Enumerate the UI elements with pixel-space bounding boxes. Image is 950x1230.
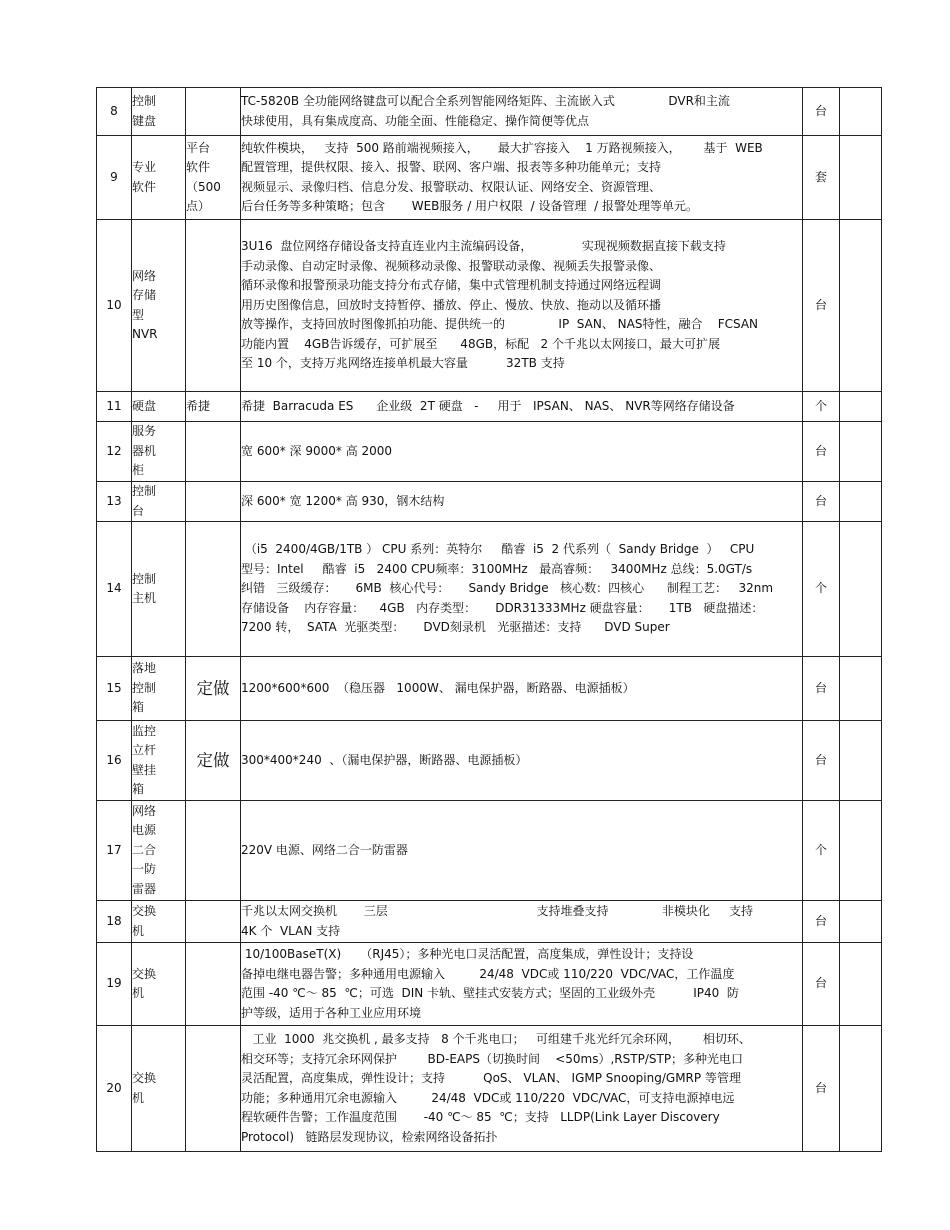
row-number: 15 [97,657,132,721]
item-name-line: 控制 [132,94,157,108]
empty-cell [840,1026,882,1152]
item-name-line: 控制 [132,484,157,498]
unit-cell: 台 [803,422,840,482]
brand-cell [186,657,241,721]
item-name-line: 雷器 [132,881,157,896]
desc-line: 10/100BaseT(X) （RJ45）；多种光电口灵活配置，高度集成，弹性设计；支持设 [241,947,694,961]
desc-line: 1200*600*600 （稳压器 1000W、 漏电保护器，断路器、电源插板） [241,680,635,695]
desc-line: 程软硬件告警；工作温度范围 -40 ℃～ 85 ℃；支持 LLDP(Link Layer Discovery [241,1110,720,1124]
brand-line: 希捷 [186,398,211,413]
table-row [97,88,882,136]
table-row [97,136,882,220]
row-number: 8 [97,88,132,136]
row-number: 11 [97,392,132,422]
row-number: 16 [97,721,132,801]
item-name-line: 网络 [132,803,157,818]
item-name-line: 箱 [132,700,145,715]
empty-cell [840,657,882,721]
spec-description [241,422,803,482]
desc-line: 放等操作，支持回放时图像抓拍功能、提供统一的 IP SAN、 NAS特性，融合 FCSAN [241,317,759,332]
desc-line: 220V 电源、网络二合一防雷器 [241,842,408,857]
unit-cell: 台 [803,1026,840,1152]
desc-line: 备掉电继电器告警；多种通用电源输入 24/48 VDC或 110/220 VDC/VAC，工作温度 [241,966,735,981]
desc-line: 4K 个 VLAN 支持 [241,923,341,938]
item-name [132,136,186,220]
desc-line: 快球使用，具有集成度高、功能全面、性能稳定、操作简便等优点 [241,113,590,128]
brand-line: 定做 [196,750,230,770]
brand-cell [186,1026,241,1152]
unit-cell: 台 [803,482,840,522]
table-row [97,943,882,1026]
empty-cell [840,943,882,1026]
row-number: 18 [97,901,132,943]
unit-cell: 台 [803,721,840,801]
brand-cell [186,943,241,1026]
item-name [132,482,186,522]
table-row [97,522,882,657]
item-name-line: 箱 [132,782,145,796]
item-name-line: 键盘 [132,113,157,128]
item-name-line: 一防 [132,862,157,877]
row-number: 20 [97,1026,132,1152]
item-name [132,392,186,422]
brand-cell [186,721,241,801]
spec-description [241,721,803,801]
item-name-line: 机 [132,986,145,1000]
desc-line: 存储设备 内存容量： 4GB 内存类型： DDR31333MHz 硬盘容量： 1TB 硬盘描述： [241,600,764,615]
desc-line: 手动录像、自动定时录像、视频移动录像、报警联动录像、视频丢失报警录像、 [241,258,662,273]
item-name-line: 交换 [132,1071,157,1085]
desc-line: 视频显示、录像归档、信息分发、报警联动、权限认证、网络安全、资源管理、 [241,179,662,194]
spec-description [241,801,803,901]
item-name-line: 型 [132,307,145,322]
empty-cell [840,136,882,220]
brand-cell [186,136,241,220]
spec-description [241,392,803,422]
item-name-line: 交换 [132,966,157,981]
brand-line: 软件 [186,160,211,174]
empty-cell [840,422,882,482]
row-number: 9 [97,136,132,220]
desc-line: 型号：Intel 酷睿 i5 2400 CPU频率：3100MHz 最高睿频： 3400MHz 总线：5.0GT/s [241,561,753,576]
desc-line: 千兆以太网交换机 三层 支持堆叠支持 非模块化 支持 [241,904,753,918]
table-row [97,220,882,392]
empty-cell [840,482,882,522]
spec-description [241,1026,803,1152]
unit-cell: 个 [803,392,840,422]
desc-line: 配置管理，提供权限、接入、报警、联网、客户端、报表等多种功能单元；支持 [241,160,662,174]
desc-line: 纠错 三级缓存： 6MB 核心代号： Sandy Bridge 核心数：四核心 制程工艺： 32nm [241,581,774,596]
item-name-line: 专业 [132,160,157,174]
row-number: 19 [97,943,132,1026]
unit-cell: 套 [803,136,840,220]
desc-line: 工业 1000 兆交换机 , 最多支持 8 个千兆电口； 可组建千兆光纤冗余环网， 相切环、 [241,1032,751,1046]
table-row [97,901,882,943]
item-name-line: 二合 [132,842,157,857]
item-name-line: 壁挂 [132,762,157,777]
desc-line: 相交环等；支持冗余环网保护 BD-EAPS（切换时间 <50ms）,RSTP/STP；多种光电口 [241,1051,744,1066]
desc-line: 范围 -40 ℃～ 85 ℃；可选 DIN 卡轨、壁挂式安装方式；坚固的工业级外壳 IP40 防 [241,986,739,1000]
item-name [132,801,186,901]
empty-cell [840,721,882,801]
desc-line: 功能内置 4GB告诉缓存，可扩展至 48GB，标配 2 个千兆以太网接口，最大可扩展 [241,336,721,351]
item-name-line: 落地 [132,661,157,676]
item-name-line: 控制 [132,680,157,695]
item-name-line: 网络 [132,268,157,283]
item-name-line: 立杆 [132,743,157,757]
item-name-line: 台 [132,503,145,518]
item-name-line: 控制 [132,571,157,586]
spec-description [241,522,803,657]
item-name-line: NVR [132,327,158,341]
spec-description [241,88,803,136]
item-name [132,522,186,657]
desc-line: 灵活配置，高度集成，弹性设计；支持 QoS、 VLAN、 IGMP Snooping/GMRP 等管理 [241,1071,741,1085]
desc-line: 功能；多种通用冗余电源输入 24/48 VDC或 110/220 VDC/VAC，可支持电源掉电远 [241,1090,735,1105]
item-name-line: 器机 [132,443,157,458]
row-number: 14 [97,522,132,657]
row-number: 12 [97,422,132,482]
spec-description [241,901,803,943]
unit-cell: 台 [803,657,840,721]
item-name [132,657,186,721]
brand-cell [186,482,241,522]
empty-cell [840,392,882,422]
brand-line: （500 [186,179,221,194]
brand-cell [186,522,241,657]
desc-line: 用历史图像信息，回放时支持暂停、播放、停止、慢放、快放、拖动以及循环播 [241,297,662,312]
row-number: 17 [97,801,132,901]
empty-cell [840,220,882,392]
desc-line: （i5 2400/4GB/1TB ） CPU 系列：英特尔 酷睿 i5 2 代系列（ Sandy Bridge ） CPU [241,542,755,557]
desc-line: 至 10 个，支持万兆网络连接单机最大容量 32TB 支持 [241,356,565,371]
unit-cell: 台 [803,220,840,392]
item-name-line: 主机 [132,591,157,605]
table-row [97,1026,882,1152]
brand-cell [186,422,241,482]
desc-line: Protocol) 链路层发现协议，检索网络设备拓扑 [241,1129,498,1144]
empty-cell [840,801,882,901]
item-name-line: 软件 [132,179,157,194]
desc-line: TC-5820B 全功能网络键盘可以配合全系列智能网络矩阵、主流嵌入式 DVR和主流 [241,94,730,108]
brand-cell [186,88,241,136]
item-name-line: 交换 [132,904,157,918]
empty-cell [840,88,882,136]
table-row [97,422,882,482]
brand-cell [186,801,241,901]
item-name-line: 存储 [132,288,157,302]
item-name-line: 服务 [132,424,157,439]
unit-cell: 个 [803,522,840,657]
brand-cell [186,220,241,392]
unit-cell: 台 [803,943,840,1026]
unit-cell: 台 [803,88,840,136]
brand-line: 定做 [196,678,230,698]
item-name [132,901,186,943]
item-name [132,88,186,136]
brand-cell [186,392,241,422]
item-name [132,721,186,801]
brand-line: 点） [186,199,211,213]
spec-description [241,943,803,1026]
item-name [132,1026,186,1152]
item-name [132,220,186,392]
table-body [97,88,882,1152]
desc-line: 护等级，适用于各种工业应用环境 [241,1005,422,1020]
spec-description [241,657,803,721]
item-name-line: 硬盘 [132,398,157,413]
unit-cell: 台 [803,901,840,943]
empty-cell [840,901,882,943]
table-row [97,801,882,901]
desc-line: 深 600* 宽 1200* 高 930，钢木结构 [241,493,445,508]
table-row [97,392,882,422]
item-name-line: 柜 [132,463,145,478]
desc-line: 希捷 Barracuda ES 企业级 2T 硬盘 - 用于 IPSAN、 NAS、 NVR等网络存储设备 [241,398,735,413]
item-name-line: 电源 [132,823,157,838]
item-name [132,422,186,482]
item-name-line: 监控 [132,723,157,738]
brand-line: 平台 [186,140,211,155]
spec-description [241,136,803,220]
spec-description [241,220,803,392]
item-name [132,943,186,1026]
table-row [97,721,882,801]
desc-line: 3U16 盘位网络存储设备支持直连业内主流编码设备， 实现视频数据直接下载支持 [241,239,726,254]
desc-line: 宽 600* 深 9000* 高 2000 [241,443,393,458]
table-row [97,657,882,721]
desc-line: 300*400*240 、（漏电保护器，断路器、电源插板） [241,752,528,767]
item-name-line: 机 [132,923,145,938]
spec-description [241,482,803,522]
row-number: 13 [97,482,132,522]
desc-line: 7200 转， SATA 光驱类型： DVD刻录机 光驱描述：支持 DVD Super [241,620,670,635]
unit-cell: 个 [803,801,840,901]
row-number: 10 [97,220,132,392]
desc-line: 纯软件模块， 支持 500 路前端视频接入， 最大扩容接入 1 万路视频接入， 基于 WEB [241,140,763,155]
equipment-spec-table [96,87,882,1152]
brand-cell [186,901,241,943]
desc-line: 后台任务等多种策略；包含 WEB服务 / 用户权限 / 设备管理 / 报警处理等单元。 [241,199,699,213]
desc-line: 循环录像和报警预录功能支持分布式存储，集中式管理机制支持通过网络远程调 [241,278,662,293]
item-name-line: 机 [132,1090,145,1105]
table-row [97,482,882,522]
empty-cell [840,522,882,657]
